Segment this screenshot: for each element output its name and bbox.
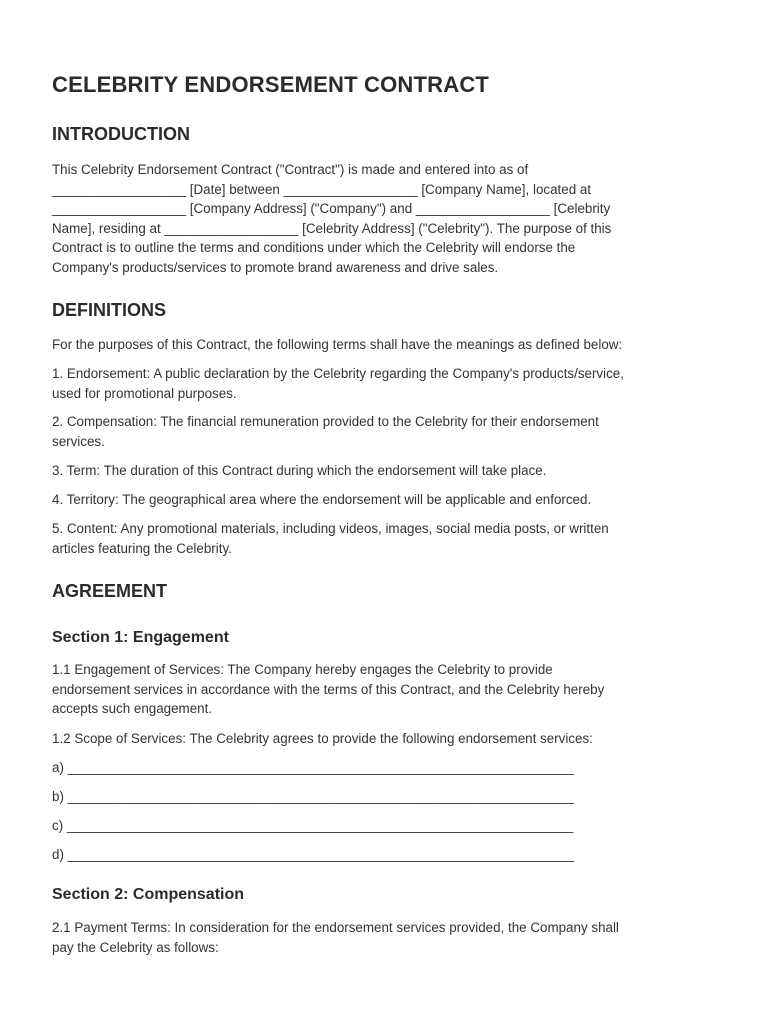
agreement-heading: AGREEMENT	[52, 581, 168, 601]
definition-item-content	[52, 519, 720, 558]
definition-item-territory	[52, 490, 720, 510]
text-line: 4. Territory: The geographical area where the endorsement will be applicable and enforced.	[52, 492, 592, 507]
text-line: For the purposes of this Contract, the following terms shall have the meanings as defined below:	[52, 337, 623, 352]
definitions-intro	[52, 335, 720, 355]
text-line: This Celebrity Endorsement Contract ("Contract") is made and entered into as of	[52, 162, 529, 177]
text-line: Company's products/services to promote brand awareness and drive sales.	[52, 259, 499, 275]
text-line: services.	[52, 433, 105, 449]
text-line: 2. Compensation: The financial remuneration provided to the Celebrity for their endorsement	[52, 414, 599, 429]
text-line: 3. Term: The duration of this Contract during which the endorsement will take place.	[52, 463, 547, 478]
definition-item-endorsement	[52, 364, 720, 403]
definitions-heading: DEFINITIONS	[52, 300, 167, 320]
definition-item-compensation	[52, 412, 720, 451]
service-blank-c: c) ____________________________________________________________________	[52, 818, 574, 833]
introduction-paragraph	[52, 160, 720, 277]
clause-1-2	[52, 729, 720, 749]
introduction-heading: INTRODUCTION	[52, 124, 190, 144]
text-line: articles featuring the Celebrity.	[52, 540, 232, 556]
text-line: pay the Celebrity as follows:	[52, 939, 219, 955]
text-line: Contract is to outline the terms and conditions under which the Celebrity will endorse the	[52, 240, 576, 255]
clause-2-1	[52, 918, 720, 957]
text-line: 1.2 Scope of Services: The Celebrity agrees to provide the following endorsement services:	[52, 731, 593, 746]
service-blank-b: b) ____________________________________________________________________	[52, 789, 575, 804]
text-line: endorsement services in accordance with the terms of this Contract, and the Celebrity hereby	[52, 681, 605, 697]
text-line: 1. Endorsement: A public declaration by the Celebrity regarding the Company's products/service,	[52, 366, 624, 381]
text-line: __________________ [Date] between __________________ [Company Name], located at	[52, 181, 592, 197]
text-line: Name], residing at __________________ [Celebrity Address] ("Celebrity"). The purpose of this	[52, 220, 612, 236]
text-line: __________________ [Company Address] ("Company") and __________________ [Celebrity	[52, 201, 611, 216]
definition-item-term	[52, 461, 720, 481]
text-line: 1.1 Engagement of Services: The Company hereby engages the Celebrity to provide	[52, 662, 553, 677]
section-1-heading: Section 1: Engagement	[52, 629, 229, 646]
service-blank-a: a) ____________________________________________________________________	[52, 760, 575, 775]
text-line: 5. Content: Any promotional materials, including videos, images, social media posts, or written	[52, 521, 609, 536]
document-title: CELEBRITY ENDORSEMENT CONTRACT	[52, 72, 490, 97]
text-line: accepts such engagement.	[52, 701, 213, 716]
text-line: used for promotional purposes.	[52, 385, 237, 401]
section-2-heading: Section 2: Compensation	[52, 886, 245, 903]
text-line: 2.1 Payment Terms: In consideration for the endorsement services provided, the Company shall	[52, 920, 619, 935]
clause-1-1	[52, 660, 720, 719]
service-blank-d: d) ____________________________________________________________________	[52, 847, 575, 862]
